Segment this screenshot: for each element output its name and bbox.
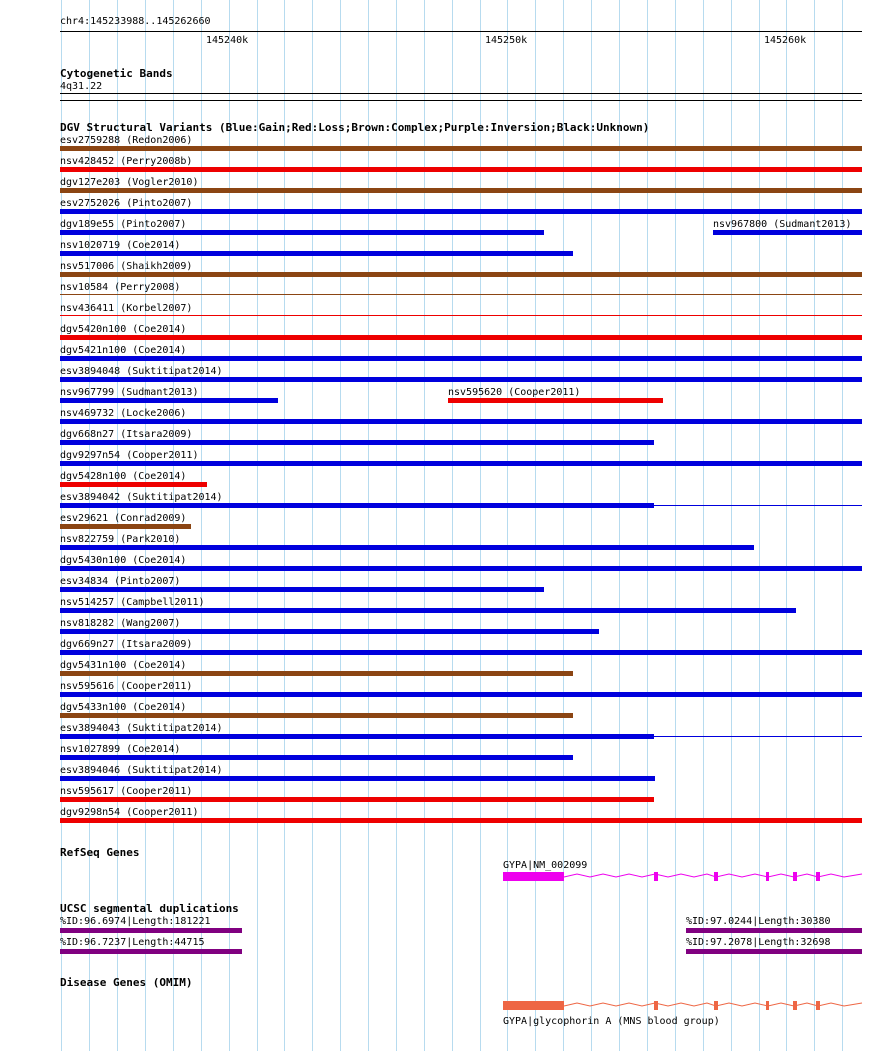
grid-line [703, 0, 704, 1051]
sv-bar-complex[interactable] [60, 713, 573, 718]
grid-line [675, 0, 676, 1051]
sv-label[interactable]: nsv595616 (Cooper2011) [60, 681, 193, 692]
segdup-bar[interactable] [686, 928, 862, 933]
cytoband-line [60, 100, 862, 101]
sv-label[interactable]: dgv5433n100 (Coe2014) [60, 702, 187, 713]
grid-line [396, 0, 397, 1051]
sv-label[interactable]: dgv5431n100 (Coe2014) [60, 660, 187, 671]
segdup-label[interactable]: %ID:97.0244|Length:30380 [686, 916, 831, 927]
sv-label[interactable]: esv3894048 (Suktitipat2014) [60, 366, 223, 377]
segdup-label[interactable]: %ID:97.2078|Length:32698 [686, 937, 831, 948]
sv-label[interactable]: dgv668n27 (Itsara2009) [60, 429, 193, 440]
segdup-label[interactable]: %ID:96.6974|Length:181221 [60, 916, 211, 927]
sv-bar-loss[interactable] [60, 482, 207, 487]
grid-line [368, 0, 369, 1051]
sv-label[interactable]: dgv127e203 (Vogler2010) [60, 177, 199, 188]
sv-label[interactable]: nsv967800 (Sudmant2013) [713, 219, 852, 230]
dgv-track-title[interactable]: DGV Structural Variants (Blue:Gain;Red:Loss;Brown:Complex;Purple:Inversion;Black:Unknown) [60, 121, 650, 134]
grid-line [647, 0, 648, 1051]
sv-bar-gain[interactable] [60, 734, 654, 739]
sv-bar-thin-extension[interactable] [654, 505, 862, 506]
sv-label[interactable]: dgv9297n54 (Cooper2011) [60, 450, 199, 461]
sv-label[interactable]: nsv967799 (Sudmant2013) [60, 387, 199, 398]
sv-label[interactable]: esv29621 (Conrad2009) [60, 513, 187, 524]
grid-line [229, 0, 230, 1051]
sv-bar-gain[interactable] [60, 440, 654, 445]
cytoband-track-title[interactable]: Cytogenetic Bands [60, 67, 173, 80]
sv-bar-gain[interactable] [60, 755, 573, 760]
segdup-bar[interactable] [60, 928, 242, 933]
sv-bar-complex[interactable] [60, 524, 191, 529]
sv-bar-gain[interactable] [60, 419, 862, 424]
sv-label[interactable]: nsv517006 (Shaikh2009) [60, 261, 193, 272]
grid-line [786, 0, 787, 1051]
sv-bar-gain[interactable] [60, 209, 862, 214]
sv-bar-complex[interactable] [60, 188, 862, 193]
sv-label[interactable]: nsv514257 (Campbell2011) [60, 597, 205, 608]
sv-bar-gain[interactable] [60, 545, 754, 550]
sv-bar-gain[interactable] [60, 776, 655, 781]
grid-line [814, 0, 815, 1051]
sv-label[interactable]: nsv595620 (Cooper2011) [448, 387, 581, 398]
sv-bar-gain[interactable] [60, 650, 862, 655]
sv-label[interactable]: dgv9298n54 (Cooper2011) [60, 807, 199, 818]
sv-bar-gain[interactable] [60, 230, 544, 235]
sv-bar-complex[interactable] [60, 294, 862, 295]
sv-bar-gain[interactable] [60, 461, 862, 466]
refseq-track-title[interactable]: RefSeq Genes [60, 846, 140, 859]
sv-label[interactable]: dgv5421n100 (Coe2014) [60, 345, 187, 356]
sv-label[interactable]: dgv189e55 (Pinto2007) [60, 219, 187, 230]
ruler-tick-label: 145260k [764, 35, 807, 46]
grid-line [731, 0, 732, 1051]
sv-label[interactable]: esv2752026 (Pinto2007) [60, 198, 193, 209]
ruler-line [60, 31, 862, 32]
sv-bar-gain[interactable] [60, 608, 796, 613]
sv-bar-complex[interactable] [60, 671, 573, 676]
omim-gene-glyph[interactable] [0, 997, 890, 1017]
sv-bar-gain[interactable] [60, 587, 544, 592]
grid-line [284, 0, 285, 1051]
sv-bar-complex[interactable] [60, 272, 862, 277]
grid-line [257, 0, 258, 1051]
sv-label[interactable]: nsv595617 (Cooper2011) [60, 786, 193, 797]
sv-label[interactable]: dgv669n27 (Itsara2009) [60, 639, 193, 650]
grid-line [842, 0, 843, 1051]
sv-label[interactable]: nsv469732 (Locke2006) [60, 408, 187, 419]
ruler-location: chr4:145233988..145262660 [60, 16, 211, 27]
sv-bar-gain[interactable] [60, 692, 862, 697]
sv-label[interactable]: dgv5428n100 (Coe2014) [60, 471, 187, 482]
sv-label[interactable]: nsv428452 (Perry2008b) [60, 156, 193, 167]
grid-line [619, 0, 620, 1051]
sv-bar-loss[interactable] [60, 167, 862, 172]
grid-line [591, 0, 592, 1051]
omim-gene-label[interactable]: GYPA|glycophorin A (MNS blood group) [503, 1016, 720, 1027]
grid-line [340, 0, 341, 1051]
sv-bar-loss[interactable] [60, 818, 862, 823]
sv-label[interactable]: nsv10584 (Perry2008) [60, 282, 181, 293]
grid-line [535, 0, 536, 1051]
grid-line [480, 0, 481, 1051]
sv-bar-gain[interactable] [60, 377, 862, 382]
sv-bar-gain[interactable] [60, 251, 573, 256]
sv-label[interactable]: nsv818282 (Wang2007) [60, 618, 181, 629]
sv-label[interactable]: esv2759288 (Redon2006) [60, 135, 193, 146]
sv-label[interactable]: dgv5420n100 (Coe2014) [60, 324, 187, 335]
refseq-gene-glyph[interactable] [0, 868, 890, 888]
sv-bar-loss[interactable] [60, 315, 862, 316]
sv-label[interactable]: dgv5430n100 (Coe2014) [60, 555, 187, 566]
sv-bar-complex[interactable] [60, 146, 862, 151]
sv-label[interactable]: esv34834 (Pinto2007) [60, 576, 181, 587]
sv-bar-loss[interactable] [60, 797, 654, 802]
refseq-gene-label[interactable]: GYPA|NM_002099 [503, 860, 588, 871]
cytoband-line [60, 93, 862, 94]
sv-label[interactable]: nsv436411 (Korbel2007) [60, 303, 193, 314]
grid-line [424, 0, 425, 1051]
sv-label[interactable]: esv3894042 (Suktitipat2014) [60, 492, 223, 503]
segdup-track-title[interactable]: UCSC segmental duplications [60, 902, 239, 915]
segdup-label[interactable]: %ID:96.7237|Length:44715 [60, 937, 205, 948]
sv-bar-gain[interactable] [60, 356, 862, 361]
ruler-tick-label: 145240k [206, 35, 249, 46]
grid-line [312, 0, 313, 1051]
sv-bar-gain[interactable] [60, 398, 278, 403]
sv-label[interactable]: nsv1020719 (Coe2014) [60, 240, 181, 251]
grid-line [759, 0, 760, 1051]
segdup-bar[interactable] [686, 949, 862, 954]
ruler-tick-label: 145250k [485, 35, 528, 46]
sv-bar-gain[interactable] [60, 503, 654, 508]
sv-bar-thin-extension[interactable] [654, 736, 862, 737]
grid-line [507, 0, 508, 1051]
sv-bar-gain[interactable] [60, 566, 862, 571]
grid-line [452, 0, 453, 1051]
segdup-bar[interactable] [60, 949, 242, 954]
sv-bar-loss[interactable] [60, 335, 862, 340]
cytoband-label: 4q31.22 [60, 81, 103, 92]
grid-line [201, 0, 202, 1051]
sv-label[interactable]: esv3894043 (Suktitipat2014) [60, 723, 223, 734]
sv-bar-loss[interactable] [448, 398, 663, 403]
sv-bar-gain[interactable] [60, 629, 599, 634]
sv-label[interactable]: nsv1027899 (Coe2014) [60, 744, 181, 755]
sv-bar-gain[interactable] [713, 230, 862, 235]
omim-track-title[interactable]: Disease Genes (OMIM) [60, 976, 193, 989]
sv-label[interactable]: esv3894046 (Suktitipat2014) [60, 765, 223, 776]
sv-label[interactable]: nsv822759 (Park2010) [60, 534, 181, 545]
grid-line [563, 0, 564, 1051]
